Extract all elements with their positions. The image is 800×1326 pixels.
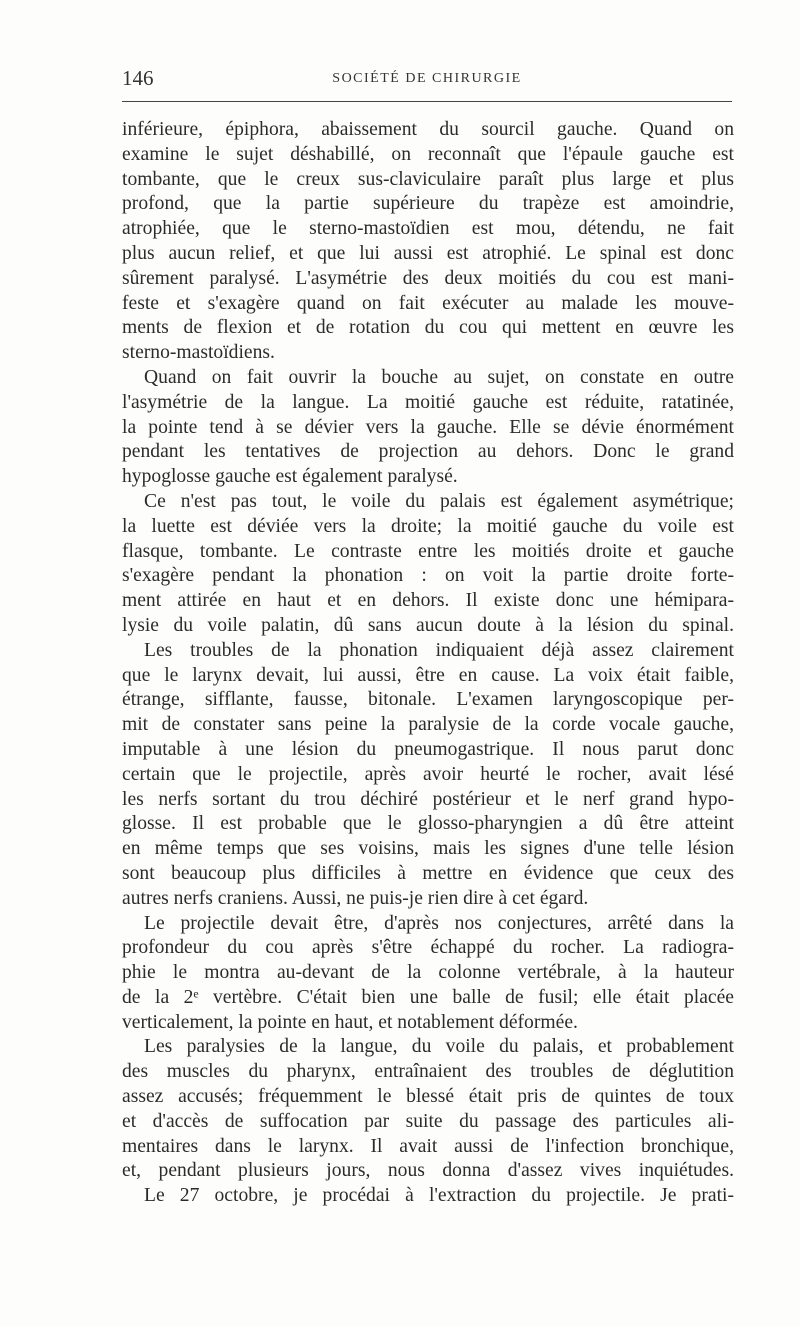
text-line: sterno-mastoïdiens. — [122, 342, 275, 364]
text-line: hypoglosse gauche est également paralysé. — [122, 466, 458, 488]
text-line: phie le montra au-devant de la colonne vertébrale, à la hauteur — [122, 962, 734, 984]
text-line: profond, que la partie supérieure du trapèze est amoindrie, — [122, 193, 734, 215]
header-rule — [122, 101, 732, 102]
text-line: ment attirée en haut et en dehors. Il existe donc une hémipara- — [122, 590, 734, 612]
text-line: verticalement, la pointe en haut, et notablement déformée. — [122, 1011, 578, 1033]
text-line: tombante, que le creux sus-claviculaire paraît plus large et plus — [122, 168, 734, 190]
text-line: sont beaucoup plus difficiles à mettre en évidence que ceux des — [122, 862, 734, 884]
text-line: Les paralysies de la langue, du voile du palais, et probablement — [144, 1036, 734, 1058]
text-line: flasque, tombante. Le contraste entre les moitiés droite et gauche — [122, 540, 734, 562]
page-number: 146 — [122, 66, 154, 90]
text-line: Le 27 octobre, je procédai à l'extraction du projectile. Je prati- — [144, 1185, 734, 1207]
text-line: la pointe tend à se dévier vers la gauche. Elle se dévie énormément — [122, 416, 734, 438]
text-line: Ce n'est pas tout, le voile du palais est également asymétrique; — [144, 490, 734, 512]
text-line: en même temps que ses voisins, mais les signes d'une telle lésion — [122, 838, 734, 860]
text-line: Le projectile devait être, d'après nos conjectures, arrêté dans la — [144, 912, 734, 934]
text-line: examine le sujet déshabillé, on reconnaît que l'épaule gauche est — [122, 143, 734, 165]
running-title: SOCIÉTÉ DE CHIRURGIE — [332, 71, 522, 86]
text-line: glosse. Il est probable que le glosso-pharyngien a dû être atteint — [122, 813, 734, 835]
text-line: et, pendant plusieurs jours, nous donna d'assez vives inquiétudes. — [122, 1160, 734, 1182]
text-line: ments de flexion et de rotation du cou qui mettent en œuvre les — [122, 317, 734, 339]
text-line: pendant les tentatives de projection au dehors. Donc le grand — [122, 441, 734, 463]
text-line: mentaires dans le larynx. Il avait aussi de l'infection bronchique, — [122, 1135, 734, 1157]
text-line: Les troubles de la phonation indiquaient déjà assez clairement — [144, 639, 734, 661]
text-line: profondeur du cou après s'être échappé du rocher. La radiogra- — [122, 937, 734, 959]
text-line: la luette est déviée vers la droite; la moitié gauche du voile est — [122, 515, 734, 537]
text-line: étrange, sifflante, fausse, bitonale. L'examen laryngoscopique per- — [122, 689, 734, 711]
text-line: atrophiée, que le sterno-mastoïdien est mou, détendu, ne fait — [122, 218, 734, 240]
text-line: et d'accès de suffocation par suite du passage des particules ali- — [122, 1110, 734, 1132]
text-line: imputable à une lésion du pneumogastrique. Il nous parut donc — [122, 738, 734, 760]
text-line: certain que le projectile, après avoir heurté le rocher, avait lésé — [122, 763, 734, 785]
text-line: de la 2ᵉ vertèbre. C'était bien une balle de fusil; elle était placée — [122, 986, 734, 1008]
page-header — [122, 64, 732, 92]
text-line: que le larynx devait, lui aussi, être en cause. La voix était faible, — [122, 664, 734, 686]
body-text — [122, 118, 734, 1209]
text-line: assez accusés; fréquemment le blessé était pris de quintes de toux — [122, 1086, 734, 1108]
text-line: autres nerfs craniens. Aussi, ne puis-je rien dire à cet égard. — [122, 887, 589, 909]
text-line: lysie du voile palatin, dû sans aucun doute à la lésion du spinal. — [122, 614, 734, 636]
text-line: l'asymétrie de la langue. La moitié gauche est réduite, ratatinée, — [122, 391, 734, 413]
text-line: les nerfs sortant du trou déchiré postérieur et le nerf grand hypo- — [122, 788, 734, 810]
text-line: mit de constater sans peine la paralysie de la corde vocale gauche, — [122, 714, 734, 736]
text-line: sûrement paralysé. L'asymétrie des deux moitiés du cou est mani- — [122, 267, 734, 289]
text-line: Quand on fait ouvrir la bouche au sujet, on constate en outre — [144, 366, 734, 388]
text-line: plus aucun relief, et que lui aussi est atrophié. Le spinal est donc — [122, 242, 734, 264]
text-line: s'exagère pendant la phonation : on voit la partie droite forte- — [122, 565, 734, 587]
text-line: feste et s'exagère quand on fait exécuter au malade les mouve- — [122, 292, 734, 314]
text-line: des muscles du pharynx, entraînaient des troubles de déglutition — [122, 1061, 734, 1083]
text-line: inférieure, épiphora, abaissement du sourcil gauche. Quand on — [122, 119, 734, 140]
